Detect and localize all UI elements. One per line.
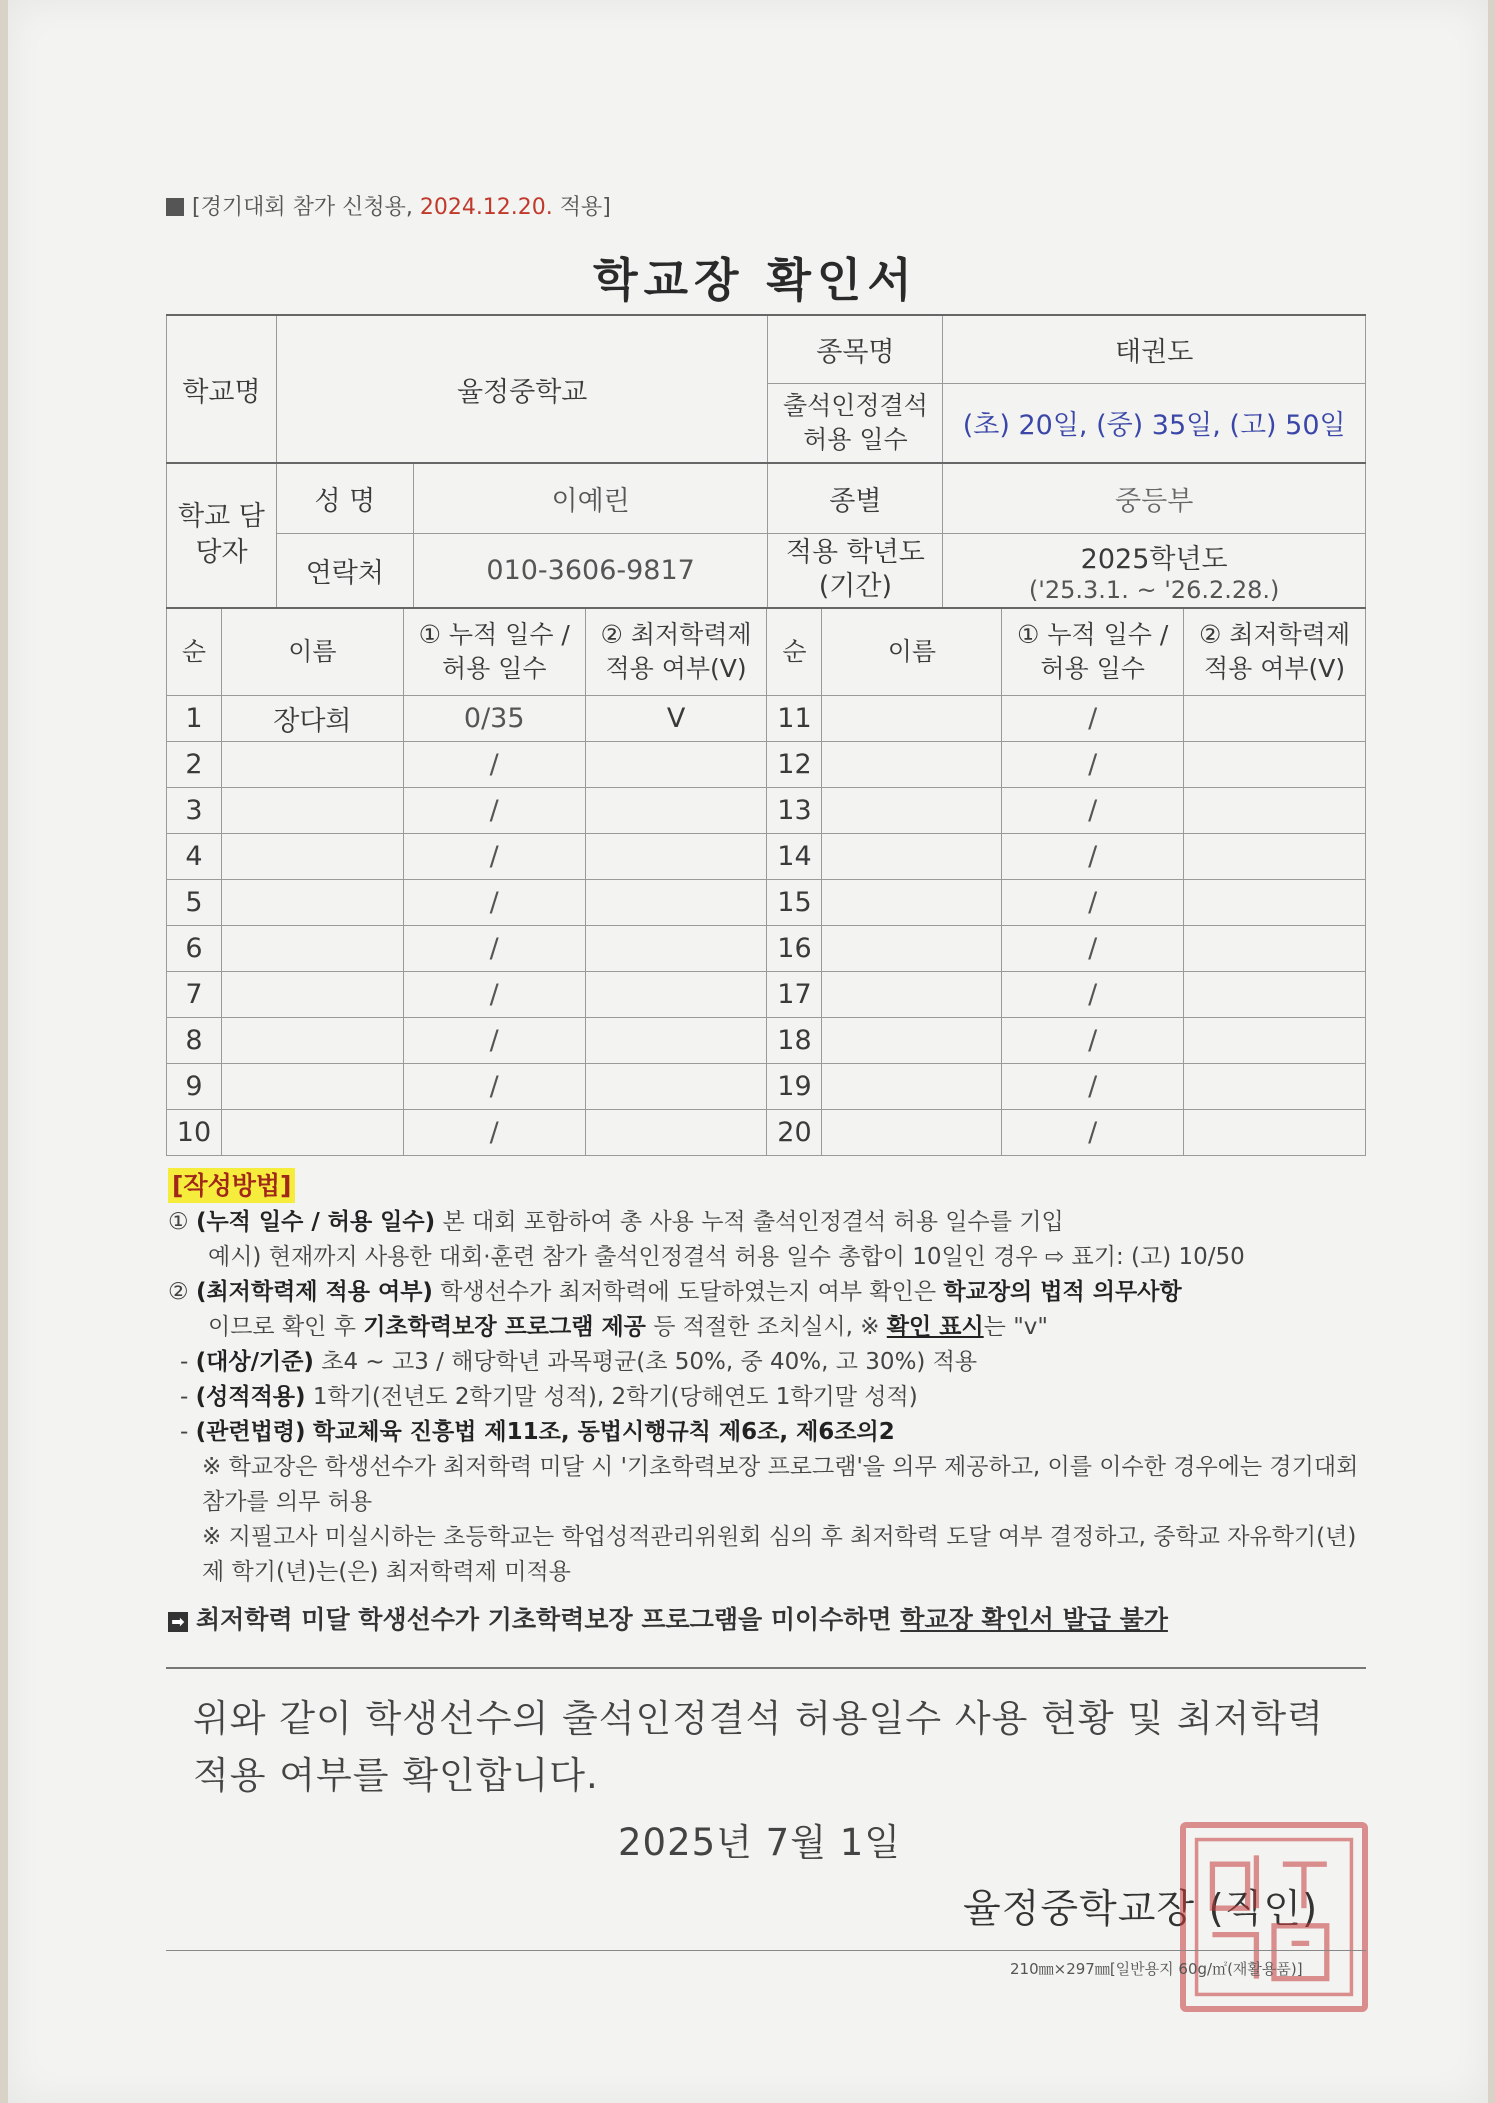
square-bullet-icon (166, 198, 184, 216)
method-heading: [작성방법] (168, 1168, 295, 1203)
document-page (8, 0, 1488, 2103)
student-table (166, 607, 1366, 1156)
cell-no2: 12 (767, 742, 822, 788)
cell-name2 (822, 788, 1002, 834)
cell-days: / (403, 972, 585, 1018)
cell-name (221, 880, 403, 926)
method-item-1-example: 예시) 현재까지 사용한 대회·훈련 참가 출석인정결석 허용 일수 총합이 10일인 경우 ⇨ 표기: (고) 10/50 (208, 1244, 1245, 1270)
cell-min: V (585, 696, 767, 742)
cell-name (221, 742, 403, 788)
issue-date: 2025년 7월 1일 (618, 1821, 901, 1864)
absence-label: 출석인정결석 허용 일수 (768, 383, 943, 463)
cell-name (221, 1064, 403, 1110)
table-row (167, 696, 1366, 742)
confirm-statement: 위와 같이 학생선수의 출석인정결석 허용일수 사용 현황 및 최저학력 적용 여부를 확인합니다. (193, 1697, 1324, 1797)
document-title: 학교장 확인서 (593, 253, 918, 307)
cell-days: / (403, 880, 585, 926)
method-note-1: ※ 학교장은 학생선수가 최저학력 미달 시 '기초학력보장 프로그램'을 의무 제공하고, 이를 이수한 경우에는 경기대회 참가를 의무 허용 (202, 1454, 1359, 1515)
cell-no: 6 (167, 926, 222, 972)
table-row (167, 788, 1366, 834)
cell-days: / (403, 926, 585, 972)
table-row (167, 926, 1366, 972)
cell-min2 (1184, 742, 1366, 788)
contact-label: 연락처 (276, 533, 413, 607)
name-value: 이예린 (413, 463, 768, 533)
cell-min (585, 926, 767, 972)
cell-days2: / (1002, 834, 1184, 880)
table-row (167, 834, 1366, 880)
method-item-2: ② (최저학력제 적용 여부) 학생선수가 최저학력에 도달하였는지 여부 확인은 학교장의 법적 의무사항 (168, 1279, 1182, 1305)
method-warning: ➡ 최저학력 미달 학생선수가 기초학력보장 프로그램을 미이수하면 학교장 확인서 발급 불가 (168, 1602, 1368, 1637)
cell-min (585, 788, 767, 834)
cell-days2: / (1002, 1110, 1184, 1156)
category-value: 중등부 (943, 463, 1366, 533)
cell-min (585, 1064, 767, 1110)
table-row (167, 972, 1366, 1018)
cell-days2: / (1002, 788, 1184, 834)
cell-min (585, 742, 767, 788)
cell-no: 5 (167, 880, 222, 926)
cell-min (585, 972, 767, 1018)
cell-name2 (822, 834, 1002, 880)
cell-days: / (403, 1110, 585, 1156)
year-period: ('25.3.1. ~ '26.2.28.) (1028, 575, 1280, 604)
cell-min2 (1184, 972, 1366, 1018)
table-row (167, 1064, 1366, 1110)
cell-name2 (822, 972, 1002, 1018)
sport-value: 태권도 (943, 315, 1366, 383)
table-row (167, 1110, 1366, 1156)
cell-days2: / (1002, 1064, 1184, 1110)
cell-no2: 13 (767, 788, 822, 834)
cell-min (585, 1110, 767, 1156)
method-grade: - (성적적용) 1학기(전년도 2학기말 성적), 2학기(당해연도 1학기말 성적) (180, 1384, 918, 1410)
cell-days2: / (1002, 1018, 1184, 1064)
cell-min2 (1184, 788, 1366, 834)
cell-name2 (822, 926, 1002, 972)
cell-days: / (403, 834, 585, 880)
cell-min2 (1184, 696, 1366, 742)
manager-label: 학교 담당자 (167, 463, 277, 607)
method-item-1: ① (누적 일수 / 허용 일수) 본 대회 포함하여 총 사용 누적 출석인정결석 허용 일수를 기입 (168, 1209, 1064, 1235)
table-row (167, 1018, 1366, 1064)
no-header-2: 순 (767, 608, 822, 696)
method-target: - (대상/기준) 초4 ~ 고3 / 해당학년 과목평균(초 50%, 중 40%, 고 30%) 적용 (180, 1349, 978, 1375)
cell-name (221, 788, 403, 834)
seal-icon (1186, 1828, 1362, 2006)
cell-days2: / (1002, 742, 1184, 788)
method-law: - (관련법령) 학교체육 진흥법 제11조, 동법시행규칙 제6조, 제6조의2 (180, 1419, 895, 1445)
cell-days: / (403, 1064, 585, 1110)
info-table (166, 314, 1366, 608)
cell-min2 (1184, 1064, 1366, 1110)
category-label: 종별 (768, 463, 943, 533)
divider-top (166, 1667, 1366, 1669)
table-row (167, 880, 1366, 926)
cell-min (585, 834, 767, 880)
student-table-header (167, 608, 1366, 696)
cell-name (221, 1110, 403, 1156)
year-value: 2025학년도 (1080, 543, 1228, 575)
cell-name2 (822, 1018, 1002, 1064)
school-name: 율정중학교 (276, 315, 768, 463)
arrow-right-icon: ➡ (168, 1612, 188, 1632)
cell-days: 0/35 (403, 696, 585, 742)
cell-no2: 19 (767, 1064, 822, 1110)
cell-name (221, 834, 403, 880)
cell-no2: 20 (767, 1110, 822, 1156)
cell-name (221, 972, 403, 1018)
student-rows (167, 696, 1366, 1156)
method-item-2-cont: 이므로 확인 후 기초학력보장 프로그램 제공 등 적절한 조치실시, ※ 확인 표시는 "v" (208, 1314, 1048, 1340)
cell-days2: / (1002, 696, 1184, 742)
min-header: ② 최저학력제 적용 여부(V) (585, 608, 767, 696)
paper-spec: 210㎜×297㎜[일반용지 60g/㎡(재활용품)] (1010, 1960, 1303, 1978)
cell-name (221, 926, 403, 972)
contact-value: 010-3606-9817 (413, 533, 768, 607)
cell-days2: / (1002, 926, 1184, 972)
absence-value: (초) 20일, (중) 35일, (고) 50일 (943, 383, 1366, 463)
cell-no: 1 (167, 696, 222, 742)
cell-no2: 11 (767, 696, 822, 742)
year-cell (943, 533, 1366, 607)
cell-no2: 18 (767, 1018, 822, 1064)
cell-min2 (1184, 880, 1366, 926)
cell-days: / (403, 1018, 585, 1064)
method-note-2: ※ 지필고사 미실시하는 초등학교는 학업성적관리위원회 심의 후 최저학력 도달 여부 결정하고, 중학교 자유학기(년)제 학기(년)는(은) 최저학력제 미적용 (202, 1524, 1357, 1585)
sport-label: 종목명 (768, 315, 943, 383)
cell-min2 (1184, 1110, 1366, 1156)
cell-name2 (822, 1110, 1002, 1156)
cell-name2 (822, 742, 1002, 788)
signer: 율정중학교장 (직인) (963, 1887, 1319, 1932)
cell-min (585, 1018, 767, 1064)
name-header-2: 이름 (822, 608, 1002, 696)
applied-date: 2024.12.20. (419, 195, 553, 220)
table-row (167, 742, 1366, 788)
cell-days2: / (1002, 880, 1184, 926)
cell-days2: / (1002, 972, 1184, 1018)
cell-name2 (822, 880, 1002, 926)
cell-no: 9 (167, 1064, 222, 1110)
cell-no2: 15 (767, 880, 822, 926)
official-seal (1180, 1822, 1368, 2012)
cell-no: 3 (167, 788, 222, 834)
header-note: [경기대회 참가 신청용, 2024.12.20. 적용] (166, 190, 611, 221)
no-header: 순 (167, 608, 222, 696)
name-label: 성 명 (276, 463, 413, 533)
year-label: 적용 학년도 (기간) (768, 533, 943, 607)
cell-days: / (403, 742, 585, 788)
min-header-2: ② 최저학력제 적용 여부(V) (1184, 608, 1366, 696)
cell-name2 (822, 696, 1002, 742)
cell-days: / (403, 788, 585, 834)
cell-min2 (1184, 926, 1366, 972)
cell-no2: 16 (767, 926, 822, 972)
cell-name: 장다희 (221, 696, 403, 742)
cell-min2 (1184, 1018, 1366, 1064)
school-label: 학교명 (167, 315, 277, 463)
cell-no2: 14 (767, 834, 822, 880)
method-section (168, 1168, 1368, 1637)
days-header-2: ① 누적 일수 / 허용 일수 (1002, 608, 1184, 696)
days-header: ① 누적 일수 / 허용 일수 (403, 608, 585, 696)
cell-no: 2 (167, 742, 222, 788)
name-header: 이름 (221, 608, 403, 696)
cell-name2 (822, 1064, 1002, 1110)
cell-name (221, 1018, 403, 1064)
cell-min (585, 880, 767, 926)
cell-no2: 17 (767, 972, 822, 1018)
cell-no: 7 (167, 972, 222, 1018)
cell-no: 10 (167, 1110, 222, 1156)
cell-min2 (1184, 834, 1366, 880)
divider-bottom (166, 1950, 1366, 1951)
cell-no: 8 (167, 1018, 222, 1064)
cell-no: 4 (167, 834, 222, 880)
